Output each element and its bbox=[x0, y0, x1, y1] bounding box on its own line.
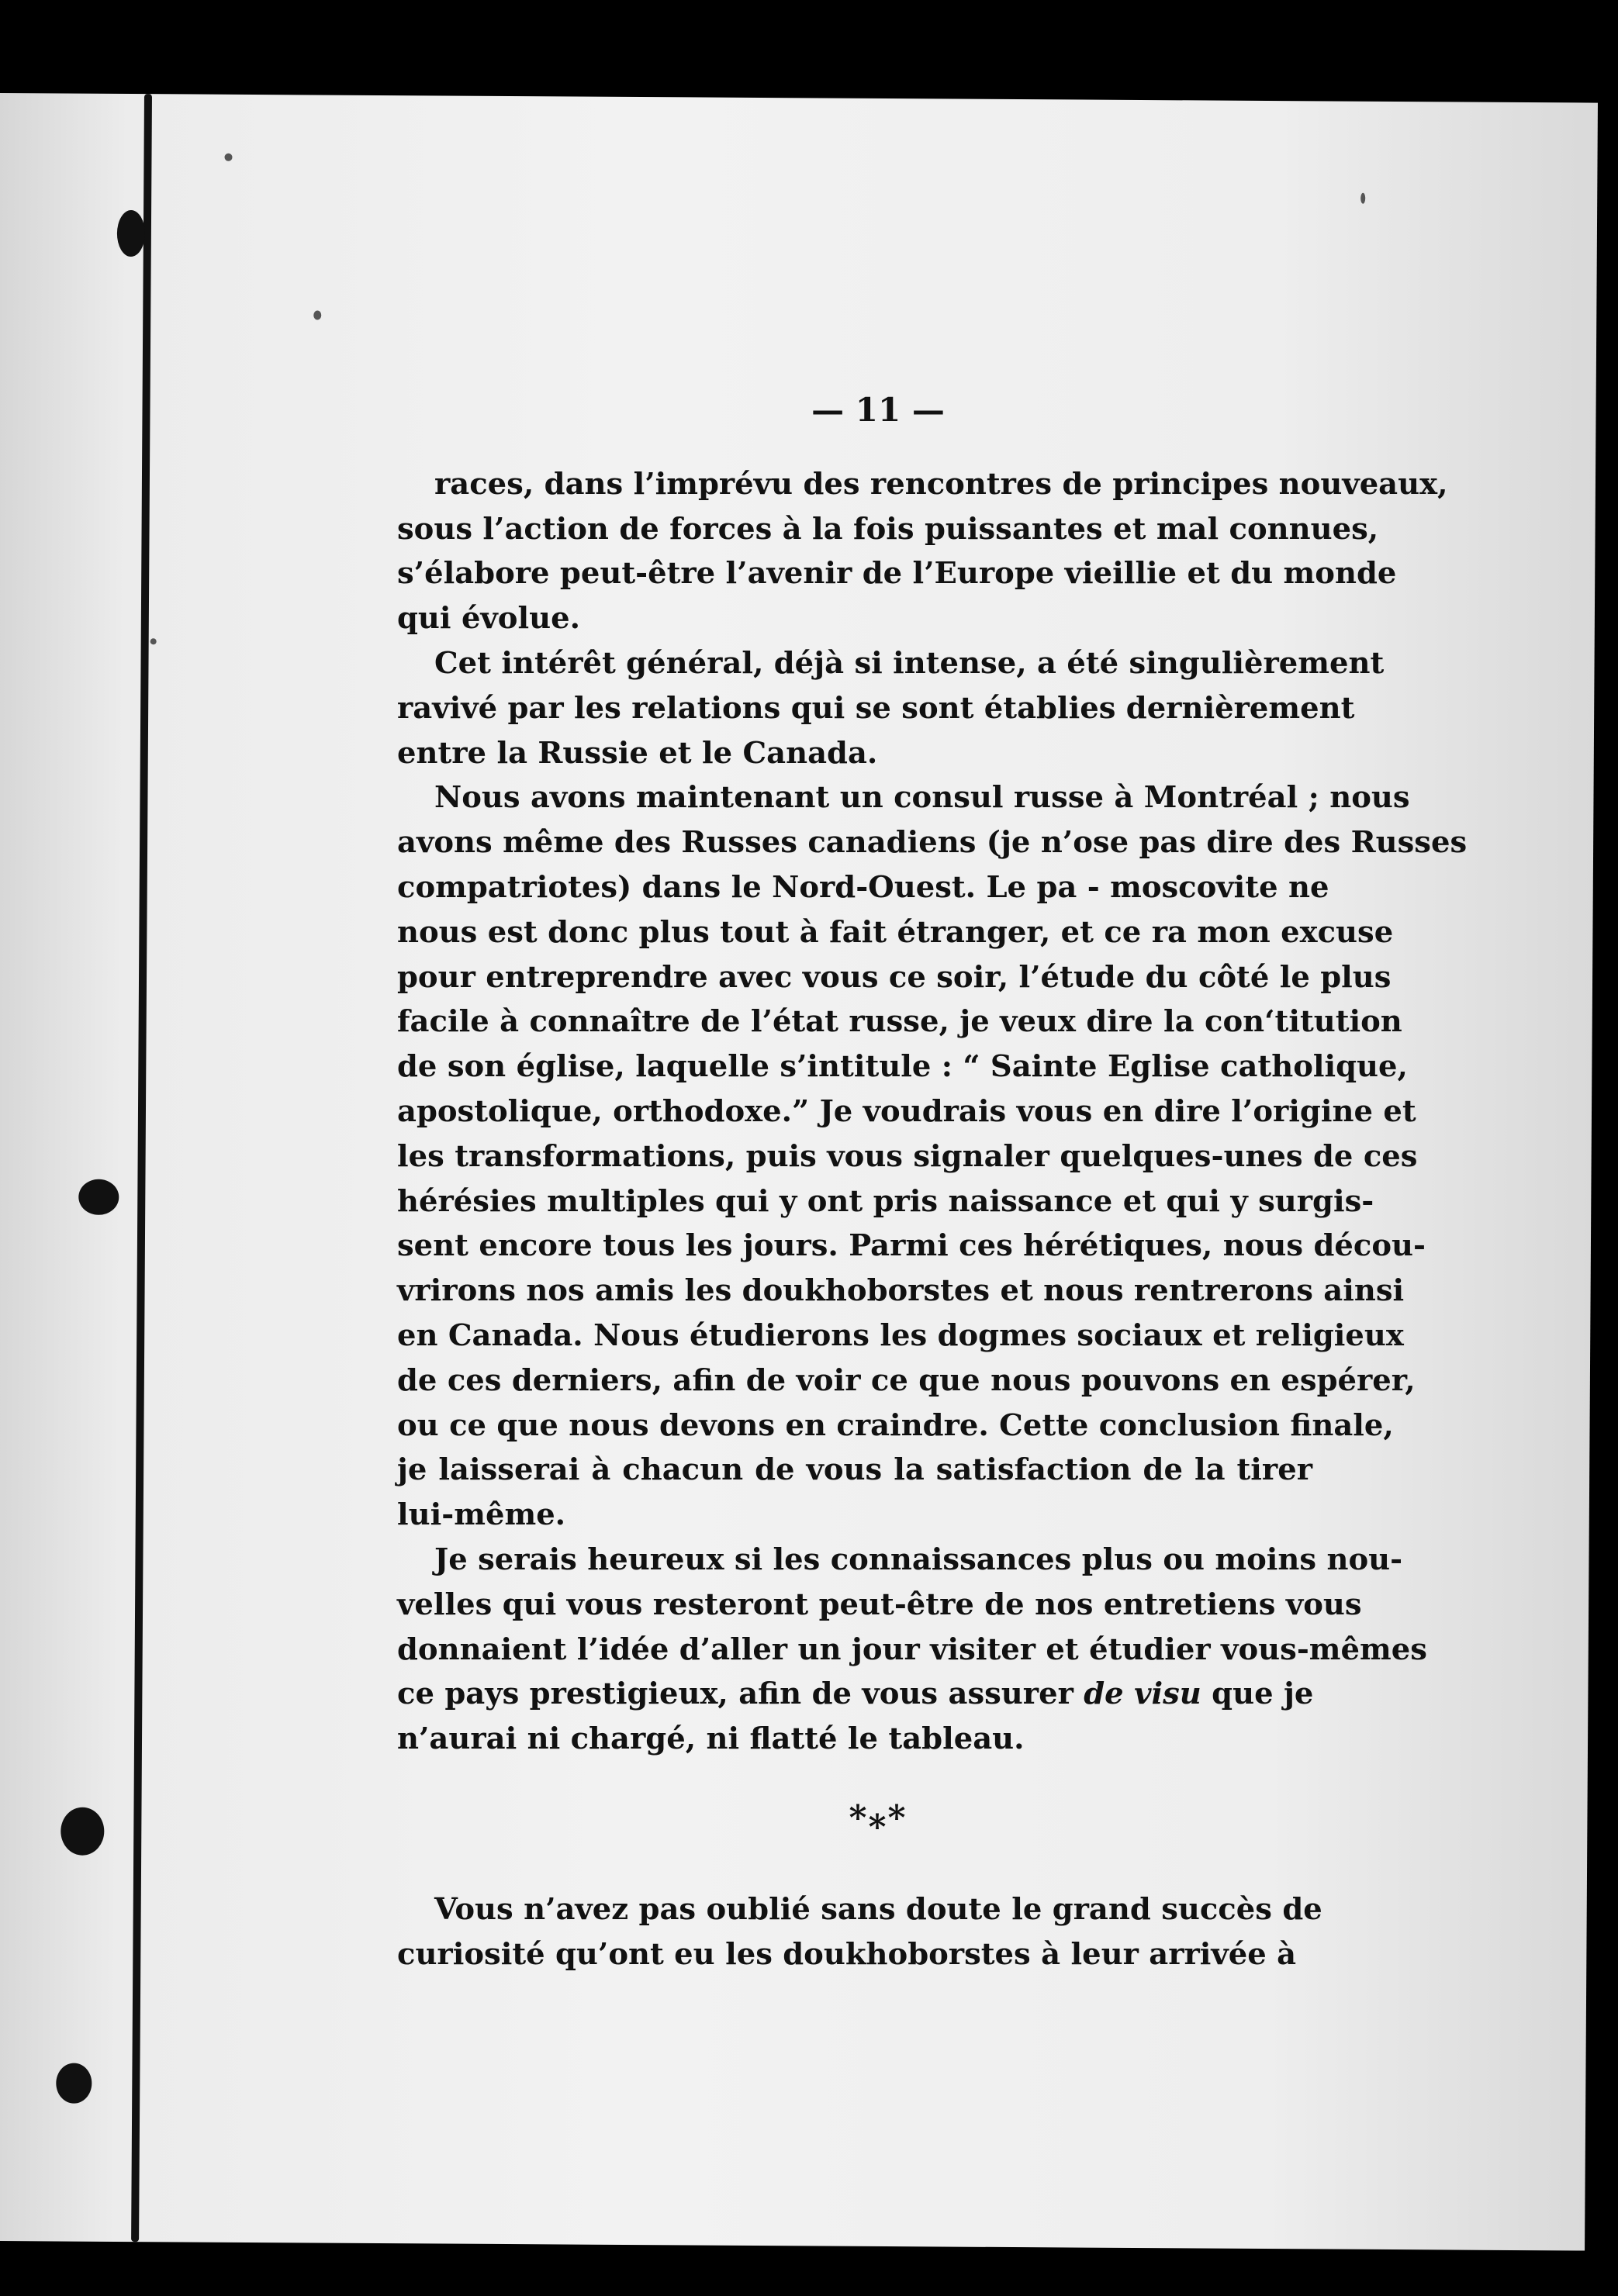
text-line: Vous n’avez pas oublié sans doute le grand succès de bbox=[434, 1891, 1322, 1927]
page-text bbox=[397, 388, 1468, 1977]
paper-speck bbox=[150, 638, 157, 644]
text-line: curiosité qu’ont eu les doukhoborstes à leur arrivée à bbox=[397, 1936, 1297, 1972]
text-line: Nous avons maintenant un consul russe à Montréal ; nous bbox=[434, 780, 1410, 816]
text-line: facile à connaître de l’état russe, je veux dire la con‘titution bbox=[397, 1004, 1402, 1040]
section-separator: *⁎* bbox=[849, 1797, 908, 1838]
text-line: pour entreprendre avec vous ce soir, l’étude du côté le plus bbox=[397, 959, 1392, 995]
text-line: de ces derniers, afin de voir ce que nous pouvons en espérer, bbox=[397, 1362, 1416, 1398]
text-line: ou ce que nous devons en craindre. Cette conclusion finale, bbox=[397, 1407, 1394, 1443]
text-line: avons même des Russes canadiens (je n’ose pas dire des Russes bbox=[397, 825, 1468, 861]
text-line: compatriotes) dans le Nord-Ouest. Le pa - moscovite ne bbox=[397, 869, 1329, 905]
text-line: nous est donc plus tout à fait étranger, et ce ra mon excuse bbox=[397, 914, 1394, 950]
paper-speck bbox=[224, 154, 232, 161]
text-line: vrirons nos amis les doukhoborstes et nous rentrerons ainsi bbox=[397, 1273, 1405, 1309]
text-line: en Canada. Nous étudierons les dogmes sociaux et religieux bbox=[397, 1317, 1404, 1353]
paragraph bbox=[397, 641, 1385, 775]
binding-knot bbox=[117, 210, 145, 257]
paragraph bbox=[397, 1887, 1322, 1977]
binding-knot bbox=[61, 1807, 104, 1856]
text-line: de son église, laquelle s’intitule : “ Sainte Eglise catholique, bbox=[397, 1049, 1408, 1085]
text-line: sous l’action de forces à la fois puissantes et mal connues, bbox=[397, 511, 1379, 547]
body-paragraphs bbox=[397, 462, 1468, 1762]
text-line: Je serais heureux si les connaissances plus ou moins nou- bbox=[434, 1542, 1403, 1577]
paragraph bbox=[397, 462, 1448, 641]
closing-paragraph bbox=[397, 1887, 1322, 1977]
text-line: apostolique, orthodoxe.” Je voudrais vous en dire l’origine et bbox=[397, 1093, 1416, 1129]
text-line: ravivé par les relations qui se sont établies dernièrement bbox=[397, 690, 1355, 726]
page-number: — 11 — bbox=[811, 391, 945, 429]
text-line: entre la Russie et le Canada. bbox=[397, 735, 878, 771]
text-line: je laisserai à chacun de vous la satisfaction de la tirer bbox=[397, 1452, 1312, 1488]
text-line: velles qui vous resteront peut-être de nos entretiens vous bbox=[397, 1586, 1362, 1622]
page-binding-thread bbox=[131, 94, 152, 2242]
text-line: donnaient l’idée d’aller un jour visiter et étudier vous-mêmes bbox=[397, 1631, 1427, 1667]
paragraph bbox=[397, 1538, 1427, 1762]
text-line: qui évolue. bbox=[397, 601, 581, 637]
text-line: n’aurai ni chargé, ni flatté le tableau. bbox=[397, 1721, 1025, 1757]
text-line: Cet intérêt général, déjà si intense, a été singulièrement bbox=[434, 645, 1385, 681]
text-line: s’élabore peut-être l’avenir de l’Europe vieillie et du monde bbox=[397, 556, 1397, 592]
text-line: lui-même. bbox=[397, 1497, 566, 1533]
text-line: ce pays prestigieux, afin de vous assurer de visu que je bbox=[397, 1676, 1314, 1712]
text-line: les transformations, puis vous signaler quelques-unes de ces bbox=[397, 1138, 1418, 1174]
line-tail: que je bbox=[1201, 1676, 1314, 1712]
binding-knot bbox=[78, 1179, 119, 1215]
text-line: sent encore tous les jours. Parmi ces hérétiques, nous décou- bbox=[397, 1228, 1426, 1264]
paragraph bbox=[397, 775, 1468, 1538]
paper-speck bbox=[313, 310, 321, 319]
paper-speck bbox=[1360, 193, 1365, 204]
text-line: races, dans l’imprévu des rencontres de principes nouveaux, bbox=[434, 466, 1448, 502]
text-line: hérésies multiples qui y ont pris naissance et qui y surgis- bbox=[397, 1183, 1374, 1219]
italic-phrase: de visu bbox=[1084, 1676, 1201, 1712]
binding-knot bbox=[56, 2063, 92, 2103]
